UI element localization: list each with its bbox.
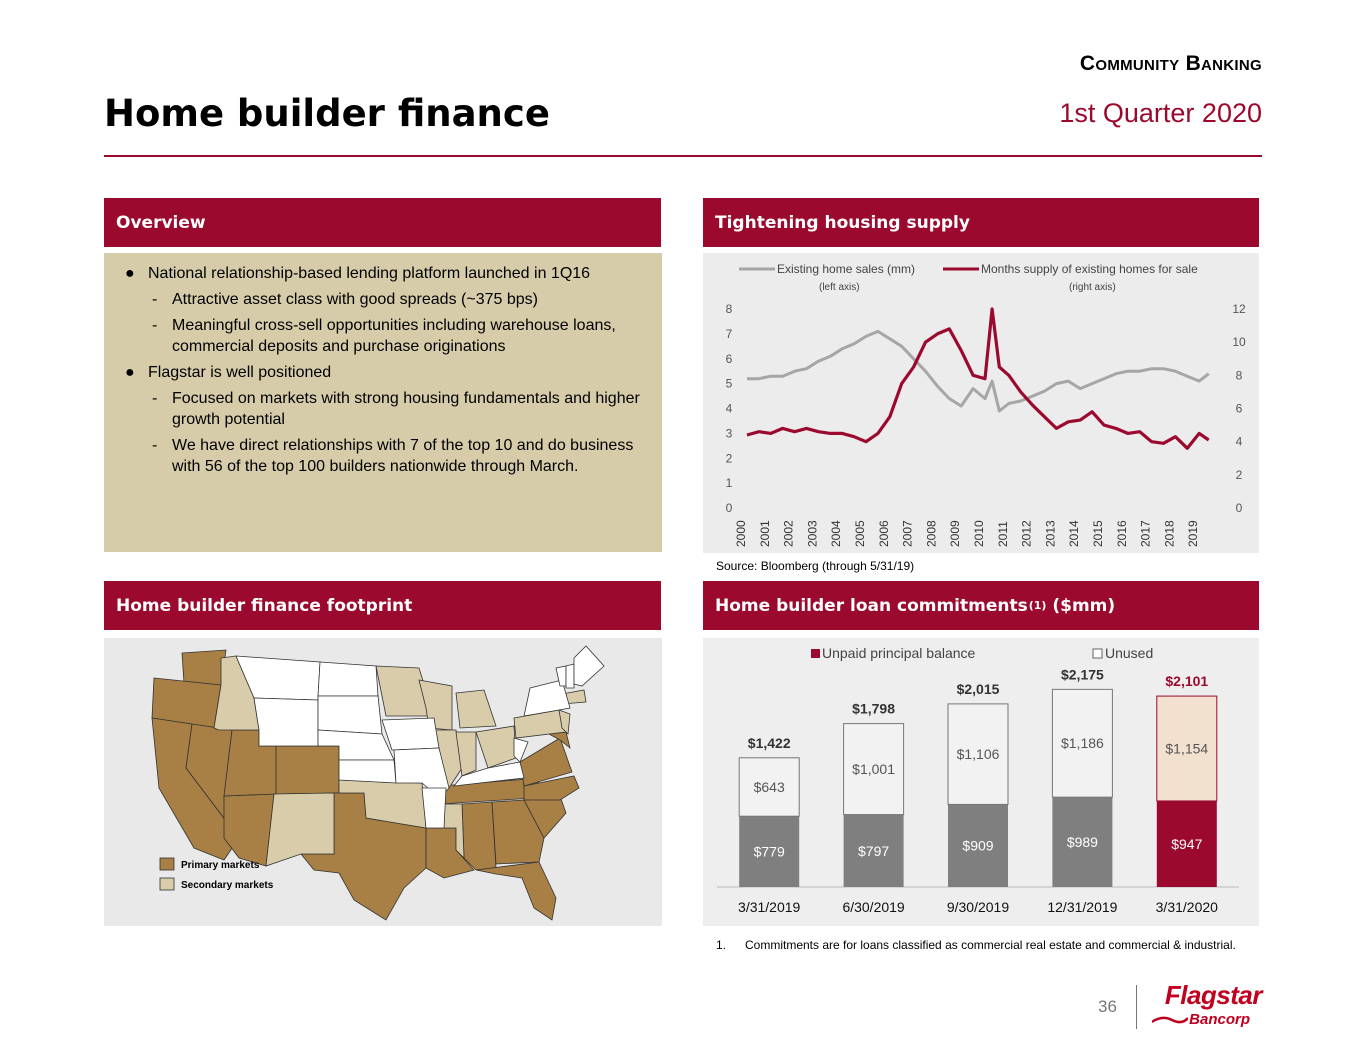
x-tick: 2008 (924, 520, 939, 547)
overview-subpoint (120, 435, 646, 477)
legend-axis-note: (right axis) (1069, 282, 1116, 293)
footnote-number: 1. (716, 938, 727, 952)
bar-label-unpaid: $909 (962, 837, 994, 854)
overview-bullet (120, 263, 646, 284)
bar-label-unused: $1,154 (1165, 740, 1209, 757)
x-tick: 2001 (757, 520, 772, 547)
x-category-label: 3/31/2019 (738, 899, 801, 915)
y-right-tick: 6 (1235, 401, 1243, 416)
bar-total-label: $2,101 (1165, 673, 1209, 690)
quarter-label: 1st Quarter 2020 (1059, 98, 1262, 128)
page-number: 36 (1098, 997, 1117, 1016)
overview-heading: Overview (116, 212, 206, 233)
bar-total-label: $1,798 (852, 700, 896, 717)
footnote (716, 937, 1256, 954)
logo-divider (1136, 985, 1137, 1029)
x-tick: 2002 (781, 520, 796, 547)
y-left-tick: 2 (725, 451, 733, 466)
x-tick: 2012 (1019, 520, 1034, 547)
state-co (276, 746, 339, 794)
legend-series-label: Months supply of existing homes for sale (981, 262, 1198, 276)
bar-total-label: $2,015 (956, 680, 1000, 697)
legend-axis-note: (left axis) (819, 282, 860, 293)
x-tick: 2005 (853, 520, 867, 547)
bar-label-unpaid: $797 (858, 842, 890, 859)
housing-supply-chart (703, 253, 1259, 553)
state-az (224, 794, 274, 866)
state-fl (476, 862, 556, 920)
section-label: Community Banking (1079, 52, 1262, 75)
commitments-header (703, 581, 1259, 630)
loan-commitments-chart (703, 638, 1259, 926)
state-nh (566, 664, 574, 688)
y-right-tick: 10 (1232, 335, 1246, 350)
dash-marker: - (152, 317, 158, 334)
housing-supply-svg (703, 253, 1259, 553)
legend-label-unpaid: Unpaid principal balance (822, 645, 976, 661)
bar-label-unused: $1,106 (956, 746, 1000, 763)
bar-label-unpaid: $989 (1066, 834, 1098, 851)
state-ar (422, 788, 446, 828)
x-tick: 2015 (1091, 520, 1105, 547)
overview-text: Meaningful cross-sell opportunities including warehouse loans, commercial deposits and purchase originations (172, 317, 616, 355)
x-category-label: 12/31/2019 (1047, 899, 1118, 915)
overview-subpoint (120, 289, 646, 310)
x-category-label: 9/30/2019 (946, 899, 1010, 915)
legend-label-primary: Primary markets (181, 860, 260, 871)
legend-label-unused: Unused (1105, 645, 1154, 661)
state-wy (254, 698, 318, 746)
state-ia (382, 718, 439, 750)
swoosh-icon (1152, 1015, 1188, 1025)
x-tick: 2019 (1186, 520, 1201, 547)
overview-header (104, 198, 661, 247)
y-right-tick: 12 (1232, 302, 1246, 316)
overview-text: National relationship-based lending platform launched in 1Q16 (148, 265, 591, 282)
y-left-tick: 4 (725, 401, 733, 416)
y-right-tick: 4 (1235, 434, 1243, 449)
overview-text: Flagstar is well positioned (148, 364, 332, 381)
logo-name: Flagstar (1164, 980, 1262, 1010)
state-sd (318, 696, 382, 734)
y-right-tick: 2 (1235, 467, 1243, 482)
supply-heading: Tightening housing supply (715, 212, 970, 233)
x-tick: 2007 (900, 520, 915, 547)
y-right-tick: 8 (1235, 368, 1243, 383)
y-left-tick: 7 (725, 326, 733, 341)
bullet-marker: ● (125, 265, 135, 282)
page-title: Home builder finance (104, 92, 550, 135)
dash-marker: - (152, 437, 158, 454)
y-left-tick: 3 (725, 426, 733, 441)
overview-text: Attractive asset class with good spreads (~375 bps) (172, 291, 538, 308)
flagstar-logo (1150, 980, 1264, 1032)
legend-swatch-secondary (160, 878, 174, 890)
x-category-label: 3/31/2020 (1155, 899, 1218, 915)
x-tick: 2006 (876, 520, 891, 547)
y-left-tick: 5 (725, 376, 733, 391)
x-tick: 2013 (1043, 520, 1058, 547)
overview-bullet (120, 362, 646, 383)
x-tick: 2004 (829, 520, 844, 547)
commitments-heading-sup: (1) (1028, 599, 1047, 612)
bar-total-label: $2,175 (1060, 666, 1104, 683)
legend-swatch-primary (160, 858, 174, 870)
commitments-heading-unit: ($mm) (1052, 595, 1116, 616)
series-line-home-sales (747, 331, 1209, 411)
legend-label-secondary: Secondary markets (181, 880, 274, 891)
series-line-months-supply (747, 309, 1209, 448)
footprint-heading: Home builder finance footprint (116, 595, 413, 616)
dash-marker: - (152, 291, 158, 308)
logo-sub: Bancorp (1189, 1011, 1250, 1028)
footprint-header (104, 581, 661, 630)
state-nd (318, 662, 378, 696)
y-right-tick: 0 (1235, 501, 1243, 515)
commitments-heading: Home builder loan commitments (715, 595, 1028, 616)
supply-header (703, 198, 1259, 247)
x-tick: 2009 (948, 520, 963, 547)
state-ks (339, 760, 396, 783)
chart-source: Source: Bloomberg (through 5/31/19) (716, 559, 915, 573)
footprint-map (104, 638, 662, 926)
state-al (462, 802, 496, 870)
y-left-tick: 0 (725, 501, 733, 515)
x-tick: 2011 (995, 521, 1010, 547)
footnote-text: Commitments are for loans classified as commercial real estate and commercial & industrial. (745, 938, 1236, 952)
state-wa (182, 650, 226, 685)
legend-swatch-unused (1093, 649, 1102, 658)
overview-subpoint (120, 315, 646, 357)
bar-label-unused: $1,186 (1060, 735, 1104, 752)
title-rule (104, 155, 1262, 157)
bar-label-unpaid: $947 (1171, 835, 1203, 852)
legend-series-label: Existing home sales (mm) (777, 262, 916, 276)
loan-commitments-svg (703, 638, 1259, 926)
x-tick: 2017 (1138, 520, 1153, 547)
x-tick: 2000 (734, 520, 748, 547)
state-oh (476, 726, 516, 768)
y-left-tick: 8 (725, 302, 733, 316)
overview-text: Focused on markets with strong housing fundamentals and higher growth potential (172, 390, 640, 428)
x-tick: 2014 (1067, 520, 1082, 547)
overview-subpoint (120, 388, 646, 430)
x-category-label: 6/30/2019 (842, 899, 905, 915)
bar-label-unused: $1,001 (852, 761, 896, 778)
bar-total-label: $1,422 (747, 734, 791, 751)
bar-label-unused: $643 (753, 778, 785, 795)
overview-box (104, 253, 662, 552)
x-tick: 2016 (1114, 520, 1129, 547)
x-tick: 2003 (805, 520, 820, 547)
y-left-tick: 6 (725, 351, 733, 366)
bar-label-unpaid: $779 (753, 843, 785, 860)
x-tick: 2018 (1162, 520, 1177, 547)
x-tick: 2010 (972, 520, 986, 547)
us-map (104, 638, 662, 926)
bullet-marker: ● (125, 364, 135, 381)
state-me (574, 646, 604, 686)
dash-marker: - (152, 390, 158, 407)
legend-swatch-unpaid (811, 649, 820, 658)
state-mi (456, 690, 496, 728)
overview-text: We have direct relationships with 7 of the top 10 and do business with 56 of the top 100 builders nationwide through March. (172, 437, 634, 475)
y-left-tick: 1 (725, 476, 733, 491)
